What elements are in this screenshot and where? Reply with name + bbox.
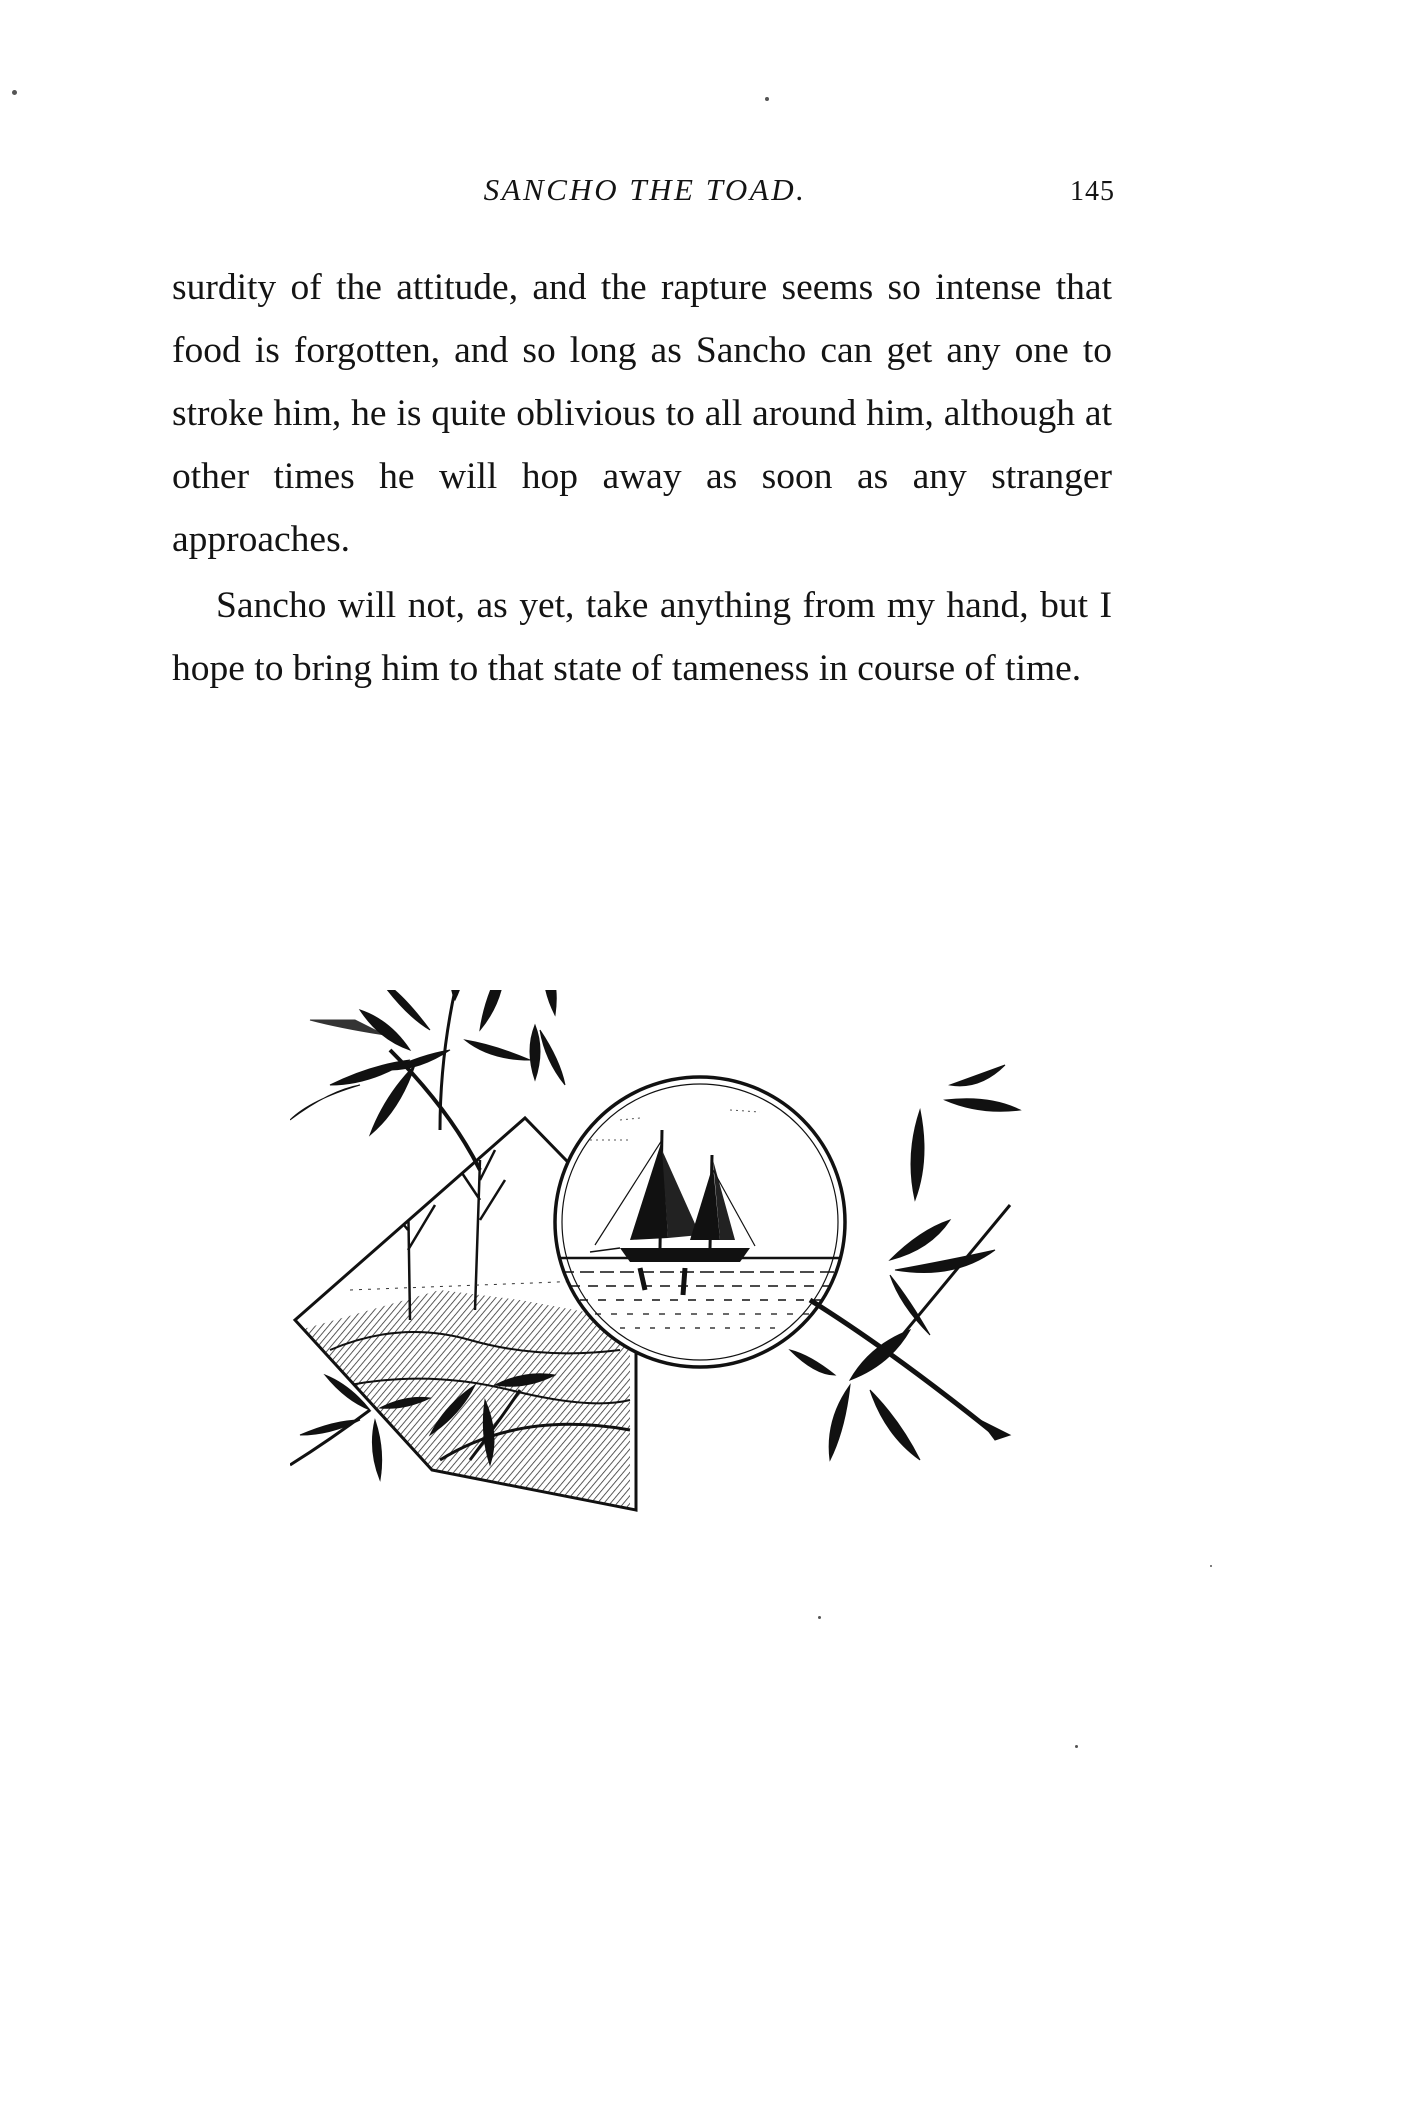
paper-speck bbox=[1075, 1745, 1078, 1748]
ship-roundel-icon bbox=[555, 1077, 850, 1367]
paper-speck bbox=[818, 1616, 821, 1619]
paper-speck bbox=[765, 97, 769, 101]
page-number: 145 bbox=[1070, 176, 1115, 207]
vignette-ship-and-bamboo-icon bbox=[290, 990, 1050, 1530]
paragraph: surdity of the attitude, and the rapture seems so intense that food is forgotten, and so long as Sancho can get any one to stroke him, he is quite oblivious to all around him, although at other times he will hop away as soon as any stranger approaches. bbox=[172, 267, 1112, 560]
running-head bbox=[170, 172, 1120, 212]
body-text bbox=[172, 256, 1112, 700]
running-title: SANCHO THE TOAD. bbox=[483, 172, 807, 207]
paper-speck bbox=[1210, 1565, 1212, 1567]
paper-speck bbox=[12, 90, 17, 95]
paragraph: Sancho will not, as yet, take anything from my hand, but I hope to bring him to that state of tameness in course of time. bbox=[172, 585, 1112, 689]
